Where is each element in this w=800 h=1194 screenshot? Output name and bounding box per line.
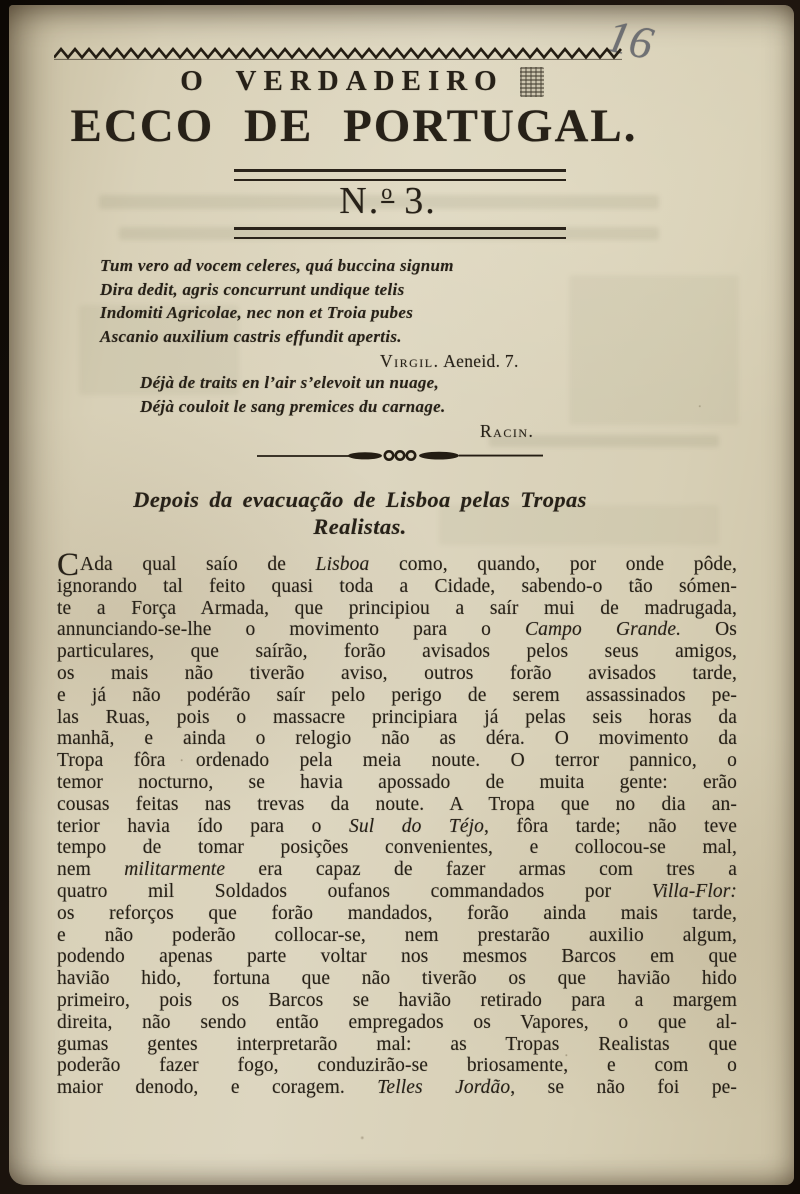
- body-text-segment: te a Força Armada, que principiou a saír mui de madrugada,: [57, 597, 737, 619]
- body-line: [57, 707, 737, 729]
- body-line: [57, 968, 737, 990]
- body-text-segment: temor nocturno, se havia apossado de muita gente: erão: [57, 771, 737, 793]
- latin-epigraph-lines: [100, 254, 519, 348]
- body-text-segment: las Ruas, pois o massacre principiara já pelas seis horas da: [57, 706, 737, 728]
- body-line: [57, 619, 737, 641]
- body-text-segment: , fôra tarde; não teve: [483, 815, 738, 837]
- body-text-segment: gumas gentes interpretarão mal: as Tropas Realistas que: [57, 1033, 737, 1055]
- paper-sheet: [9, 5, 794, 1185]
- body-text-segment: nem: [57, 859, 125, 881]
- body-italic-segment: Villa-Flor:: [651, 880, 737, 902]
- article-heading: [18, 486, 702, 540]
- body-line: [57, 685, 737, 707]
- body-line: [57, 547, 737, 583]
- masthead-pretitle: O VERDADEIRO: [180, 65, 504, 97]
- body-text-segment: direita, não sendo então empregados os Vapores, o que al-: [57, 1011, 737, 1033]
- body-text-segment: era capaz de fazer armas com tres a: [225, 859, 737, 881]
- french-epigraph-lines: [140, 371, 534, 418]
- body-italic-segment: Sul do Téjo: [349, 815, 484, 837]
- body-line: [57, 1012, 737, 1034]
- article-heading-line1: Depois da evacuação de Lisboa pelas Tropas: [133, 487, 587, 512]
- body-text-segment: e não poderão collocar-se, nem prestarão auxilio algum,: [57, 924, 737, 946]
- body-text-segment: Ada qual saío de: [80, 554, 316, 575]
- latin-attribution-work: Aeneid. 7.: [443, 351, 519, 371]
- quote-line: Déjà de traits en l’air s’elevoit un nuage,: [140, 373, 440, 392]
- zigzag-head-rule: [54, 46, 622, 62]
- body-line: [57, 990, 737, 1012]
- body-line: [57, 859, 737, 881]
- body-line: [57, 728, 737, 750]
- article-body: [57, 547, 738, 1099]
- latin-attribution-author: Virgil.: [380, 351, 440, 371]
- issue-number: [46, 179, 730, 223]
- body-text-segment: ignorando tal feito quasi toda a Cidade, sabendo-o tão sómen-: [57, 575, 737, 597]
- body-line: [57, 750, 737, 772]
- body-text-segment: podendo apenas parte voltar nos mesmos Barcos em que: [57, 946, 737, 968]
- section-divider-ornament: [255, 447, 545, 463]
- body-line: [57, 881, 737, 903]
- issue-label: N.: [339, 180, 381, 222]
- body-line: [57, 641, 737, 663]
- quote-line: Ascanio auxilium castris effundit apertis.: [100, 326, 402, 346]
- issue-ordinal: o: [381, 179, 395, 204]
- body-line: [57, 946, 737, 968]
- body-line: [57, 1034, 737, 1056]
- body-text-segment: poderão fazer fogo, conduzirão-se briosamente, e com o: [57, 1055, 737, 1077]
- body-text-segment: os mais não tiverão aviso, outros forão avisados tarde,: [57, 662, 737, 684]
- body-text-segment: Tropa fôra ordenado pela meia noute. O terror pannico, o: [57, 750, 737, 772]
- body-text-segment: quatro mil Soldados oufanos commandados por: [57, 880, 652, 902]
- double-rule-bottom: [234, 227, 566, 239]
- quote-line: Dira dedit, agris concurrunt undique telis: [100, 279, 405, 299]
- body-line: [57, 1055, 737, 1077]
- body-italic-segment: Lisboa: [315, 554, 370, 575]
- quote-line: Tum vero ad vocem celeres, quá buccina signum: [100, 256, 454, 275]
- masthead-pretitle-row: [20, 65, 704, 98]
- body-italic-segment: militarmente: [124, 859, 226, 881]
- body-line: [57, 1077, 737, 1099]
- body-line: [57, 772, 737, 794]
- body-text-segment: e já não podérão saír pelo perigo de serem assassinados pe-: [57, 684, 737, 706]
- handwritten-page-number: 16: [602, 9, 658, 70]
- body-line: [57, 663, 737, 685]
- issue-value: 3.: [404, 180, 437, 222]
- showthrough-stain: [569, 275, 739, 425]
- french-epigraph: [140, 371, 534, 444]
- body-line: [57, 816, 737, 838]
- body-text-segment: manhã, e ainda o relogio não as déra. O movimento da: [57, 728, 737, 750]
- body-italic-segment: Telles Jordão: [377, 1077, 511, 1099]
- french-attribution: Racin.: [480, 421, 535, 441]
- body-text-segment: terior havia ído para o: [57, 815, 350, 837]
- article-heading-line2: Realistas.: [313, 514, 407, 539]
- body-line: [57, 794, 737, 816]
- body-text-segment: , se não foi pe-: [510, 1077, 738, 1099]
- body-text-segment: como, quando, por onde pôde,: [369, 554, 737, 575]
- body-line: [57, 837, 737, 859]
- body-text-segment: annunciando-se-lhe o movimento para o: [57, 619, 526, 641]
- body-line: [57, 925, 737, 947]
- latin-epigraph: [100, 254, 519, 374]
- quote-line: Indomiti Agricolae, nec non et Troia pubes: [100, 303, 414, 322]
- body-line: [57, 576, 737, 598]
- body-text-segment: primeiro, pois os Barcos se havião retirado para a margem: [57, 989, 737, 1011]
- body-italic-segment: Campo Grande.: [525, 619, 682, 641]
- body-text-segment: particulares, que saírão, forão avisados pelos seus amigos,: [57, 641, 737, 663]
- body-text-segment: tempo de tomar posições convenientes, e collocou-se mal,: [57, 837, 737, 859]
- body-text-segment: cousas feitas nas trevas da noute. A Tropa que no dia an-: [57, 793, 737, 815]
- quote-line: Déjà couloit le sang premices du carnage.: [140, 396, 446, 416]
- masthead-title: ECCO DE PORTUGAL.: [70, 100, 638, 152]
- drop-cap: C: [57, 547, 80, 583]
- body-text-segment: os reforços que forão mandados, forão ainda mais tarde,: [57, 902, 737, 924]
- body-line: [57, 903, 737, 925]
- ink-smudge-ornament: [520, 67, 544, 97]
- body-text-segment: havião hido, fortuna que não tiverão os que havião hido: [57, 968, 737, 990]
- body-text-segment: maior denodo, e coragem.: [57, 1077, 378, 1099]
- latin-attribution: [380, 350, 519, 374]
- body-line: [57, 598, 737, 620]
- body-text-segment: Os: [681, 619, 737, 641]
